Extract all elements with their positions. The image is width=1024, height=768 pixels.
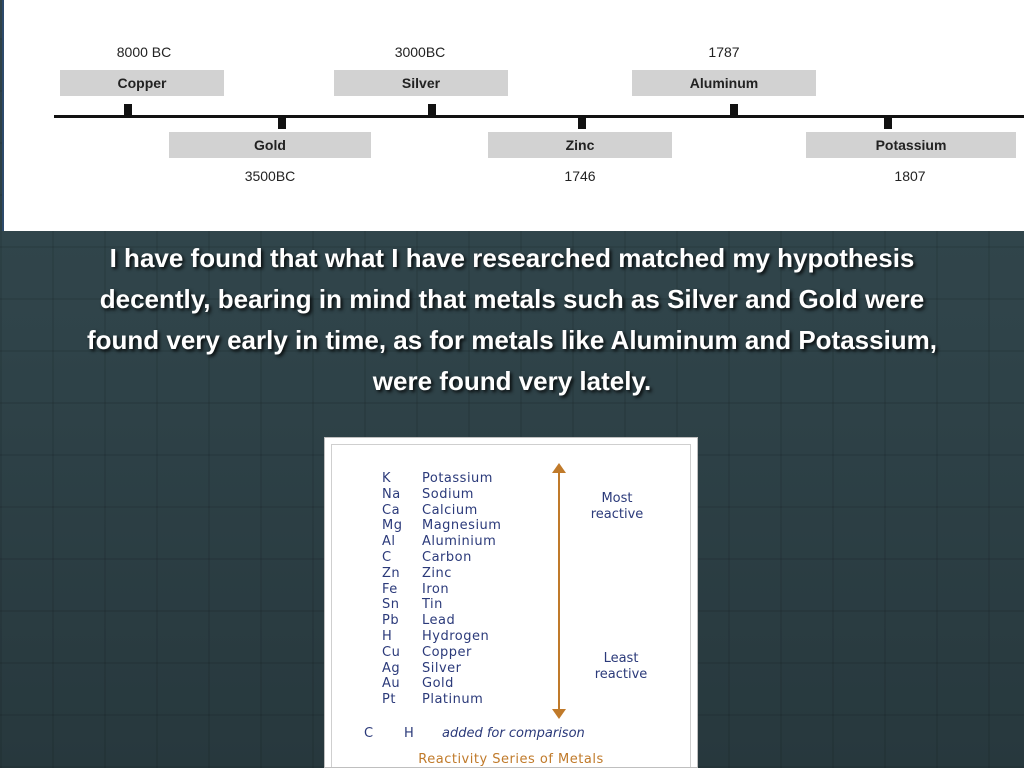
metal-name: Zinc xyxy=(422,565,452,581)
metal-name: Sodium xyxy=(422,486,474,502)
timeline-metal-label: Potassium xyxy=(806,132,1016,158)
reactivity-series-figure xyxy=(324,437,698,768)
timeline-year: 1807 xyxy=(894,168,926,184)
timeline-metal-label: Aluminum xyxy=(632,70,816,96)
timeline-metal-label: Zinc xyxy=(488,132,672,158)
comparison-carbon: C xyxy=(364,726,374,741)
discovery-timeline xyxy=(2,0,1024,231)
reactivity-arrow xyxy=(558,471,560,711)
metal-name: Silver xyxy=(422,660,462,676)
timeline-year: 3000BC xyxy=(394,44,446,60)
metal-name: Lead xyxy=(422,613,456,629)
metal-symbol: Sn xyxy=(382,597,400,613)
timeline-tick-zinc xyxy=(578,117,586,129)
comparison-text: added for comparison xyxy=(442,726,585,741)
timeline-metal-label: Silver xyxy=(334,70,508,96)
metal-symbol: C xyxy=(382,550,392,565)
figure-caption: Reactivity Series of Metals xyxy=(418,752,604,767)
arrow-down-icon xyxy=(552,709,566,719)
metal-name: Gold xyxy=(422,676,454,692)
timeline-tick-potassium xyxy=(884,117,892,129)
least-reactive-label: Least reactive xyxy=(594,651,648,682)
metal-symbol: Mg xyxy=(382,518,403,534)
timeline-metal-label: Gold xyxy=(169,132,371,158)
metal-name: Carbon xyxy=(422,550,472,565)
metal-symbol: Al xyxy=(382,534,396,550)
timeline-tick-aluminum xyxy=(730,104,738,116)
metal-symbol: Pb xyxy=(382,613,400,629)
conclusion-text: I have found that what I have researched matched my hypothesis decently, bearing in mind that metals such as Silver and Gold were found very early in time, as for metals like Aluminum and Potassium, were found very lately. xyxy=(86,243,938,396)
metal-symbol: Fe xyxy=(382,581,398,597)
metal-name: Calcium xyxy=(422,502,478,518)
metal-name: Iron xyxy=(422,581,450,597)
timeline-year: 1746 xyxy=(564,168,596,184)
metal-symbol: Pt xyxy=(382,692,396,708)
comparison-hydrogen: H xyxy=(404,726,414,741)
timeline-tick-copper xyxy=(124,104,132,116)
timeline-year: 8000 BC xyxy=(116,44,172,60)
comparison-note xyxy=(364,726,585,741)
metal-symbol: Ag xyxy=(382,660,401,676)
metal-name: Tin xyxy=(422,597,443,613)
metal-symbol: Na xyxy=(382,486,401,502)
timeline-tick-silver xyxy=(428,104,436,116)
timeline-year: 1787 xyxy=(708,44,740,60)
most-reactive-label: Most reactive xyxy=(590,491,644,522)
metal-name: Aluminium xyxy=(422,534,497,550)
timeline-metal-label: Copper xyxy=(60,70,224,96)
metal-name: Copper xyxy=(422,644,472,660)
timeline-tick-gold xyxy=(278,117,286,129)
reactivity-series-frame xyxy=(331,444,691,767)
metal-name: Potassium xyxy=(422,471,493,486)
metal-name: Magnesium xyxy=(422,518,502,534)
metal-name: Platinum xyxy=(422,692,484,708)
metal-symbol: Ca xyxy=(382,502,401,518)
metal-symbol: Cu xyxy=(382,644,401,660)
timeline-year: 3500BC xyxy=(244,168,296,184)
metal-symbol: Zn xyxy=(382,565,401,581)
metal-symbol: K xyxy=(382,471,392,486)
timeline-axis xyxy=(54,115,1024,118)
metal-symbol: H xyxy=(382,629,393,644)
metal-name: Hydrogen xyxy=(422,629,490,644)
metal-symbol: Au xyxy=(382,676,401,692)
